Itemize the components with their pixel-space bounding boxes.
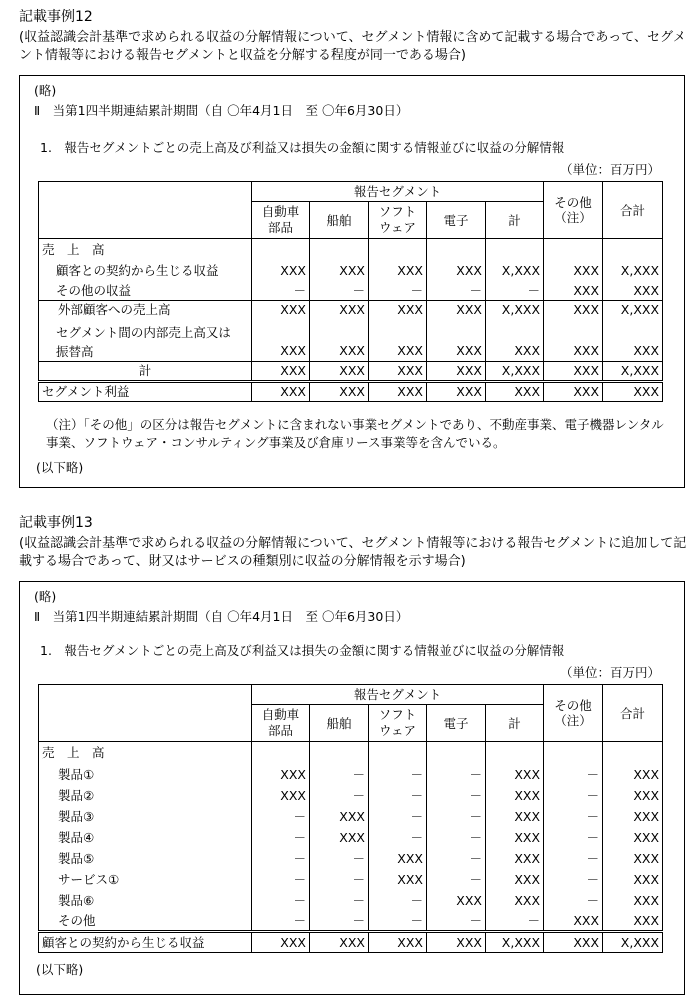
cell: XXX (427, 319, 486, 362)
cell: XXX (544, 281, 603, 301)
header-other: その他（注） (544, 182, 603, 239)
cell: X,XXX (603, 301, 663, 319)
cell: － (252, 911, 310, 932)
cell: XXX (603, 911, 663, 932)
cell: X,XXX (486, 932, 544, 953)
header-col: 船舶 (310, 705, 369, 742)
cell: － (427, 785, 486, 806)
cell: － (252, 869, 310, 890)
cell: XXX (486, 890, 544, 911)
cell: － (544, 785, 603, 806)
footnote: （注）「その他」の区分は報告セグメントに含まれない事業セグメントであり、不動産事業、電子機器レンタル事業、ソフトウェア・コンサルティング事業及び倉庫リース事業等を含んでいる。 (46, 417, 664, 450)
cell: X,XXX (603, 261, 663, 281)
cell: XXX (427, 261, 486, 281)
cell: － (252, 281, 310, 301)
row-label: 製品⑤ (39, 848, 252, 869)
cell: XXX (310, 827, 369, 848)
cell: X,XXX (603, 932, 663, 953)
cell: － (544, 848, 603, 869)
segment-table (38, 181, 663, 402)
row-label: セグメント間の内部売上高又は振替高 (39, 319, 252, 362)
cell: XXX (427, 890, 486, 911)
cell: XXX (603, 785, 663, 806)
cell: XXX (544, 319, 603, 362)
cell: XXX (427, 301, 486, 319)
cell: － (310, 911, 369, 932)
cell: － (427, 806, 486, 827)
cell: XXX (427, 381, 486, 401)
case12-description: (収益認識会計基準で求められる収益の分解情報について、セグメント情報に含めて記載する場合であって、セグメント情報等における報告セグメントと収益を分解する程度が同一である場合) (19, 30, 686, 63)
row-label: 製品③ (39, 806, 252, 827)
row-label: 外部顧客への売上高 (39, 301, 252, 319)
cell: XXX (486, 764, 544, 785)
cell: XXX (252, 785, 310, 806)
cell: XXX (544, 911, 603, 932)
cell: － (427, 869, 486, 890)
cell: XXX (369, 261, 427, 281)
cell: XXX (369, 301, 427, 319)
cell: － (252, 848, 310, 869)
unit-label: （単位：百万円） (560, 162, 661, 177)
cell: XXX (369, 319, 427, 362)
header-col: 船舶 (310, 202, 369, 239)
cell: XXX (544, 361, 603, 381)
cell: XXX (486, 785, 544, 806)
omitted-marker: (略) (34, 83, 57, 98)
cell: － (544, 764, 603, 785)
cell: － (310, 785, 369, 806)
case12-title: 記載事例12 (19, 9, 93, 25)
cell: XXX (369, 361, 427, 381)
header-blank (39, 182, 252, 239)
row-label: セグメント利益 (39, 381, 252, 401)
end-marker: (以下略) (36, 962, 84, 977)
cell: XXX (252, 932, 310, 953)
cell: XXX (310, 806, 369, 827)
cell: － (486, 911, 544, 932)
header-col: 自動車部品 (252, 705, 310, 742)
row-label: 計 (39, 361, 252, 381)
header-col: 計 (486, 202, 544, 239)
cell: － (369, 281, 427, 301)
cell: XXX (603, 869, 663, 890)
row-label: 製品④ (39, 827, 252, 848)
row-label: 顧客との契約から生じる収益 (39, 932, 252, 953)
cell: XXX (369, 848, 427, 869)
cell: XXX (486, 848, 544, 869)
section-heading: 1. 報告セグメントごとの売上高及び利益又は損失の金額に関する情報並びに収益の分解情報 (40, 140, 565, 155)
cell: XXX (603, 381, 663, 401)
cell: － (369, 764, 427, 785)
header-col: 電子 (427, 705, 486, 742)
header-other: その他（注） (544, 685, 603, 742)
row-label: 売 上 高 (39, 742, 252, 764)
cell: － (427, 281, 486, 301)
header-col: ソフトウェア (369, 705, 427, 742)
cell: XXX (310, 301, 369, 319)
cell: － (369, 911, 427, 932)
cell: X,XXX (486, 361, 544, 381)
cell: XXX (486, 869, 544, 890)
cell: － (544, 869, 603, 890)
header-blank (39, 685, 252, 742)
cell: XXX (310, 381, 369, 401)
cell: － (544, 827, 603, 848)
row-label: 製品① (39, 764, 252, 785)
cell: XXX (603, 848, 663, 869)
cell: － (427, 911, 486, 932)
cell: XXX (486, 827, 544, 848)
row-label: その他 (39, 911, 252, 932)
end-marker: (以下略) (36, 460, 84, 475)
case13-title: 記載事例13 (19, 515, 93, 531)
cell: XXX (603, 281, 663, 301)
cell: XXX (427, 932, 486, 953)
cell: XXX (544, 261, 603, 281)
cell: XXX (427, 361, 486, 381)
cell: XXX (603, 827, 663, 848)
cell: XXX (252, 261, 310, 281)
header-reporting-segments: 報告セグメント (252, 685, 544, 705)
row-label: 売 上 高 (39, 239, 252, 261)
cell: XXX (486, 319, 544, 362)
cell: XXX (603, 806, 663, 827)
cell: XXX (603, 890, 663, 911)
cell: XXX (544, 381, 603, 401)
row-label: その他の収益 (39, 281, 252, 301)
cell: X,XXX (486, 261, 544, 281)
row-label: 顧客との契約から生じる収益 (39, 261, 252, 281)
cell: X,XXX (486, 301, 544, 319)
cell: XXX (252, 381, 310, 401)
row-label: サービス① (39, 869, 252, 890)
cell: － (310, 869, 369, 890)
cell: － (310, 764, 369, 785)
cell: XXX (603, 764, 663, 785)
cell: XXX (544, 301, 603, 319)
cell: － (544, 890, 603, 911)
header-col: ソフトウェア (369, 202, 427, 239)
cell: XXX (369, 381, 427, 401)
cell: XXX (252, 319, 310, 362)
cell: XXX (369, 932, 427, 953)
cell: XXX (603, 319, 663, 362)
cell: － (252, 890, 310, 911)
header-col: 電子 (427, 202, 486, 239)
section-heading: 1. 報告セグメントごとの売上高及び利益又は損失の金額に関する情報並びに収益の分解情報 (40, 643, 565, 658)
cell: XXX (486, 806, 544, 827)
cell: － (252, 806, 310, 827)
cell: XXX (369, 869, 427, 890)
period-line: Ⅱ 当第1四半期連結累計期間（自 〇年4月1日 至 〇年6月30日） (34, 103, 409, 118)
cell: XXX (310, 932, 369, 953)
cell: XXX (310, 319, 369, 362)
header-col: 自動車部品 (252, 202, 310, 239)
case13-description: (収益認識会計基準で求められる収益の分解情報について、セグメント情報等における報告セグメントに追加して記載する場合であって、財又はサービスの種類別に収益の分解情報を示す場合) (19, 536, 687, 569)
header-total: 合計 (603, 182, 663, 239)
cell: － (252, 827, 310, 848)
period-line: Ⅱ 当第1四半期連結累計期間（自 〇年4月1日 至 〇年6月30日） (34, 609, 409, 624)
cell: XXX (544, 932, 603, 953)
cell: XXX (486, 381, 544, 401)
cell: － (310, 890, 369, 911)
cell: － (486, 281, 544, 301)
cell: XXX (252, 764, 310, 785)
cell: － (427, 848, 486, 869)
cell: － (310, 848, 369, 869)
case13-box (19, 581, 685, 995)
row-label: 製品⑥ (39, 890, 252, 911)
cell: XXX (252, 301, 310, 319)
cell: － (369, 785, 427, 806)
header-reporting-segments: 報告セグメント (252, 182, 544, 202)
cell: － (369, 827, 427, 848)
cell: XXX (252, 361, 310, 381)
unit-label: （単位：百万円） (560, 665, 661, 680)
cell: X,XXX (603, 361, 663, 381)
cell: － (310, 281, 369, 301)
segment-table (38, 684, 663, 953)
cell: XXX (310, 261, 369, 281)
omitted-marker: (略) (34, 589, 57, 604)
cell: － (427, 827, 486, 848)
cell: XXX (310, 361, 369, 381)
cell: － (427, 764, 486, 785)
cell: － (369, 890, 427, 911)
row-label: 製品② (39, 785, 252, 806)
header-col: 計 (486, 705, 544, 742)
case12-box (19, 75, 685, 488)
cell: － (369, 806, 427, 827)
cell: － (544, 806, 603, 827)
header-total: 合計 (603, 685, 663, 742)
